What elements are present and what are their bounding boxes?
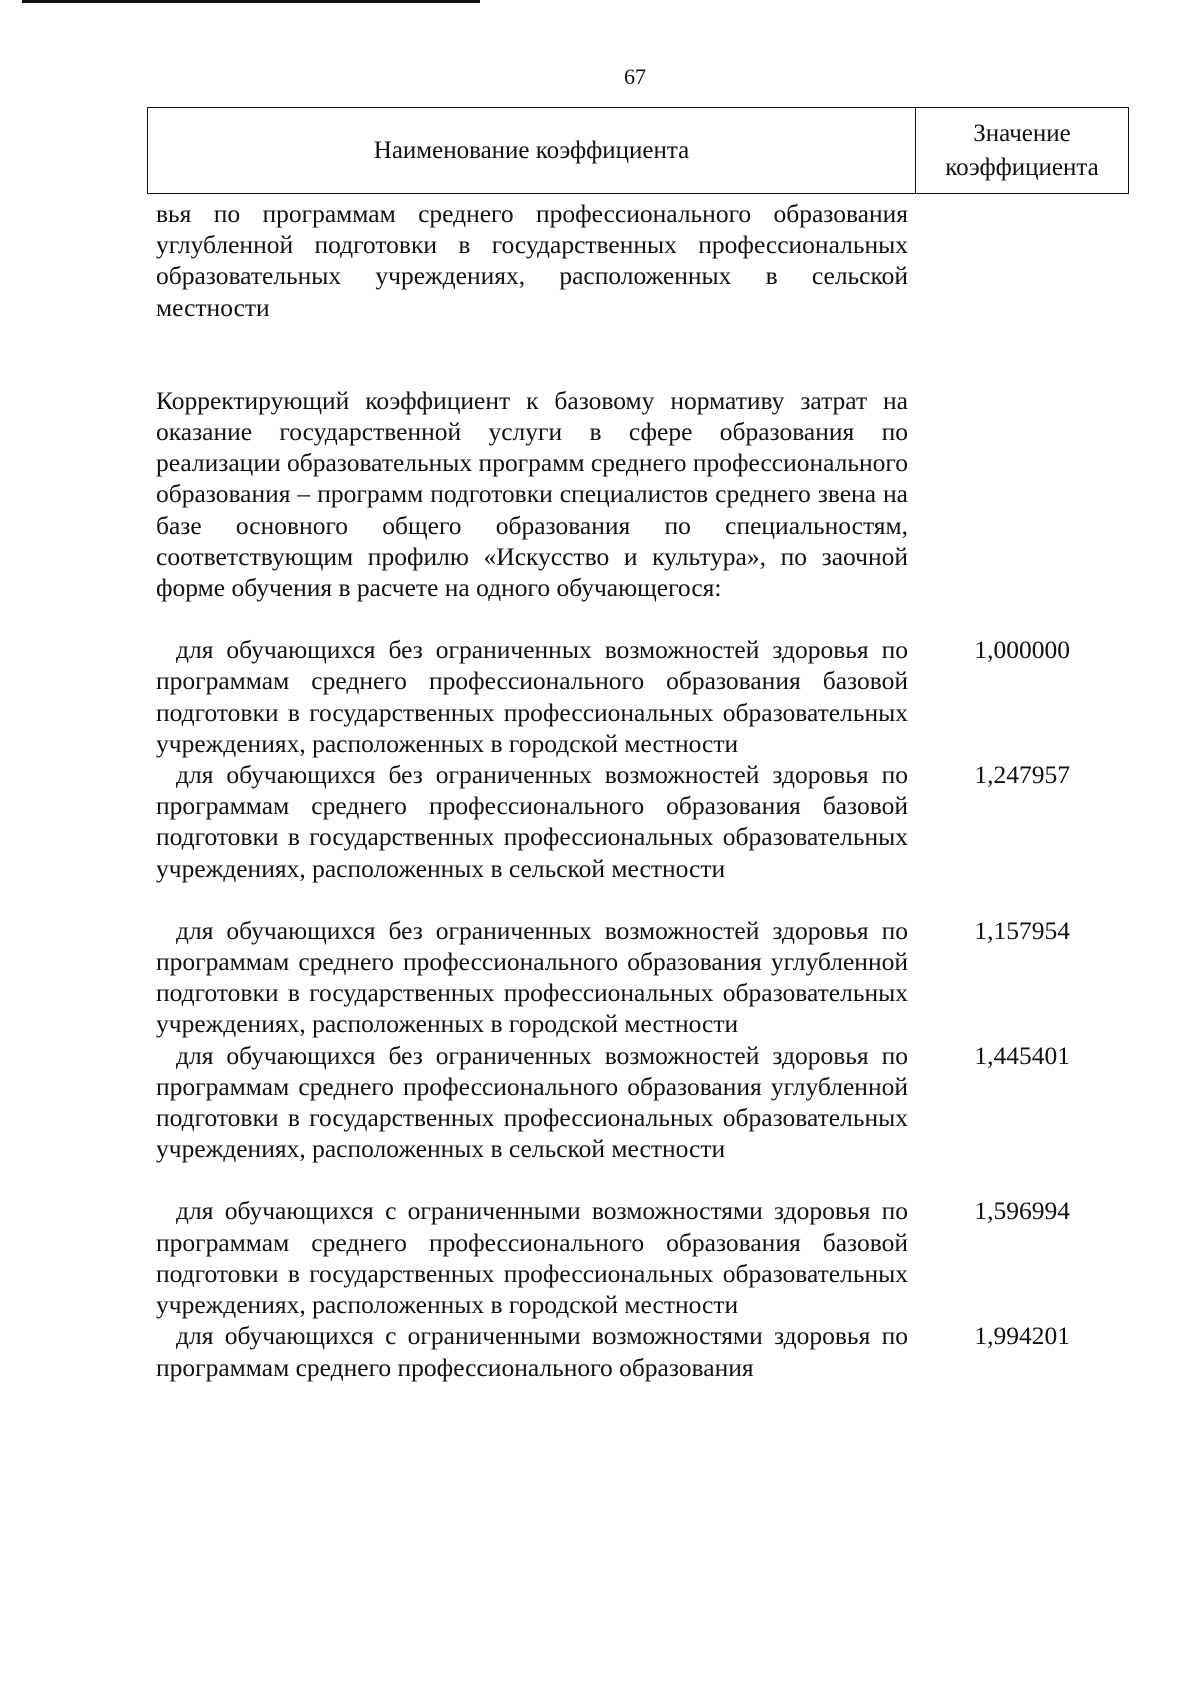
row-value: 1,157954 bbox=[974, 915, 1070, 945]
page-number: 67 bbox=[624, 64, 646, 89]
row-value: 1,445401 bbox=[974, 1040, 1070, 1070]
row-value: 1,994201 bbox=[974, 1321, 1070, 1351]
table-row bbox=[156, 759, 1076, 884]
row-description: для обучающихся с ограниченными возможностями здоровья по программам среднего профессионального образования базовой подготовки в государственных профессиональных образовательных учреждениях, расположенных в городской местности bbox=[156, 1196, 908, 1320]
header-name-column: Наименование коэффициента bbox=[148, 108, 916, 193]
header-value-line2: коэффициента bbox=[945, 153, 1099, 181]
top-rule bbox=[22, 0, 480, 3]
row-value: 1,596994 bbox=[974, 1196, 1070, 1226]
table-header bbox=[147, 107, 1129, 194]
table-row bbox=[156, 634, 1076, 759]
row-value bbox=[908, 198, 1076, 323]
table-row bbox=[156, 1040, 1076, 1165]
table-row bbox=[156, 1320, 1076, 1382]
coefficient-table-body bbox=[156, 198, 1076, 1383]
table-row bbox=[156, 198, 1076, 323]
row-description: для обучающихся без ограниченных возможностей здоровья по программам среднего профессионального образования базовой подготовки в государственных профессиональных образовательных учреждениях, расположенных в городской местности bbox=[156, 635, 908, 758]
row-value: 1,247957 bbox=[974, 760, 1070, 790]
row-description: вья по программам среднего профессионального образования углубленной подготовки в государственных профессиональных образовательных учреждениях, расположенных в сельской местности bbox=[156, 199, 908, 322]
table-row bbox=[156, 1195, 1076, 1320]
row-description: для обучающихся без ограниченных возможностей здоровья по программам среднего профессионального образования углубленной подготовки в государственных профессиональных образовательных учреждениях, расположенных в сельской местности bbox=[156, 1040, 908, 1164]
row-description: Корректирующий коэффициент к базовому нормативу затрат на оказание государственной услуги в сфере образования по реализации образовательных программ среднего профессионального образования – программ подготовки специалистов среднего звена на базе основного общего образования по специальностям, соответствующим профилю «Искусство и культура», по заочной форме обучения в расчете на одного обучающегося: bbox=[156, 385, 908, 603]
row-value: 1,000000 bbox=[974, 635, 1070, 665]
row-description: для обучающихся без ограниченных возможностей здоровья по программам среднего профессионального образования углубленной подготовки в государственных профессиональных образовательных учреждениях, расположенных в городской местности bbox=[156, 915, 908, 1039]
row-description: для обучающихся без ограниченных возможностей здоровья по программам среднего профессионального образования базовой подготовки в государственных профессиональных образовательных учреждениях, расположенных в сельской местности bbox=[156, 760, 908, 883]
header-value-column bbox=[916, 108, 1128, 193]
table-row bbox=[156, 385, 1076, 603]
header-value-line1: Значение bbox=[973, 119, 1071, 147]
row-value bbox=[908, 385, 1076, 603]
row-description: для обучающихся с ограниченными возможностями здоровья по программам среднего профессионального образования bbox=[156, 1321, 908, 1382]
table-row bbox=[156, 915, 1076, 1040]
